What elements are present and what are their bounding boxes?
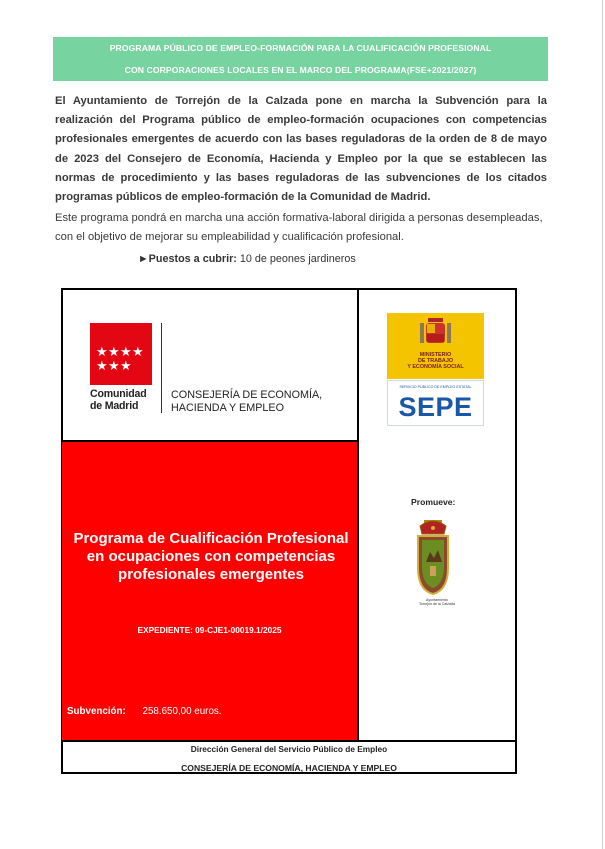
ministerio-text	[387, 352, 484, 370]
ayuntamiento-line-1: Ayuntamiento	[426, 598, 448, 602]
star-icon: ★	[132, 344, 144, 359]
star-icon: ★	[120, 344, 132, 359]
comunidad-madrid-name	[90, 388, 146, 412]
intro-paragraph-1: El Ayuntamiento de Torrejón de la Calzada pone en marcha la Subvención para la realización del Programa público de empleo-formación ocupaciones con competencias profesionales emergentes de acuerdo con las bases reguladoras de la orden de 8 de mayo de 2023 del Consejero de Economía, Hacienda y Empleo por la que se establecen las normas de procedimiento y las bases reguladoras de las subvenciones de los citados programas públicos de empleo-formación de la Comunidad de Madrid.	[55, 95, 547, 204]
poster-footer-divider	[62, 740, 516, 742]
comunidad-madrid-flag-logo	[90, 323, 152, 385]
puestos-line	[138, 253, 356, 265]
subvencion-amount: 258.650,00 euros.	[142, 706, 222, 717]
program-red-panel	[62, 442, 357, 740]
program-title: Programa de Cualificación Profesional en ocupaciones con competencias profesionales emergentes	[73, 530, 349, 583]
ayuntamiento-name	[404, 598, 470, 607]
comunidad-line-2: de Madrid	[90, 400, 139, 412]
ministerio-line-1: MINISTERIO	[419, 352, 452, 358]
banner-line-2: CON CORPORACIONES LOCALES EN EL MARCO DEL PROGRAMA(FSE+2021/2027)	[124, 65, 477, 75]
ministerio-line-3: Y ECONOMÍA SOCIAL	[407, 364, 464, 370]
star-icon: ★	[108, 358, 120, 373]
star-icon: ★	[96, 344, 108, 359]
program-banner	[53, 37, 548, 81]
star-icon: ★	[108, 344, 120, 359]
star-icon: ★	[120, 358, 132, 373]
ministerio-line-2: DE TRABAJO	[417, 358, 454, 364]
subvencion-line	[67, 706, 222, 717]
ayuntamiento-line-2: Torrejón de la Calzada	[419, 602, 455, 607]
star-icon: ★	[96, 358, 108, 373]
comunidad-line-1: Comunidad	[90, 388, 147, 400]
puestos-label: ►Puestos a cubrir:	[138, 253, 237, 265]
puestos-value: 10 de peones jardineros	[239, 253, 356, 265]
poster-vertical-divider	[357, 289, 359, 741]
expediente-number: EXPEDIENTE: 09-CJE1-00019.1/2025	[137, 625, 282, 635]
ministerio-trabajo-logo	[387, 313, 484, 379]
spain-coat-of-arms-icon	[387, 313, 484, 353]
footer-consejeria: CONSEJERÍA DE ECONOMÍA, HACIENDA Y EMPLEO	[181, 763, 397, 773]
page-edge	[602, 0, 603, 849]
footer-direccion-general: Dirección General del Servicio Público de Empleo	[190, 744, 388, 754]
banner-line-1: PROGRAMA PÚBLICO DE EMPLEO-FORMACIÓN PARA LA CUALIFICACIÓN PROFESIONAL	[109, 43, 492, 53]
consejeria-label	[171, 389, 322, 414]
sepe-wordmark: SEPE	[398, 392, 473, 422]
sepe-subtitle: SERVICIO PÚBLICO DE EMPLEO ESTATAL	[399, 385, 472, 389]
consejeria-line-1: CONSEJERÍA DE ECONOMÍA,	[171, 389, 323, 401]
logo-separator	[161, 323, 162, 413]
ayuntamiento-shield-icon	[412, 518, 454, 596]
subvencion-label: Subvención:	[67, 706, 126, 717]
promueve-label: Promueve:	[411, 497, 456, 507]
consejeria-line-2: HACIENDA Y EMPLEO	[171, 401, 285, 414]
sepe-logo	[387, 380, 484, 426]
intro-paragraph-2: Este programa pondrá en marcha una acción formativa-laboral dirigida a personas desempleadas, con el objetivo de mejorar su empleabilidad y cualificación profesional.	[55, 212, 543, 243]
